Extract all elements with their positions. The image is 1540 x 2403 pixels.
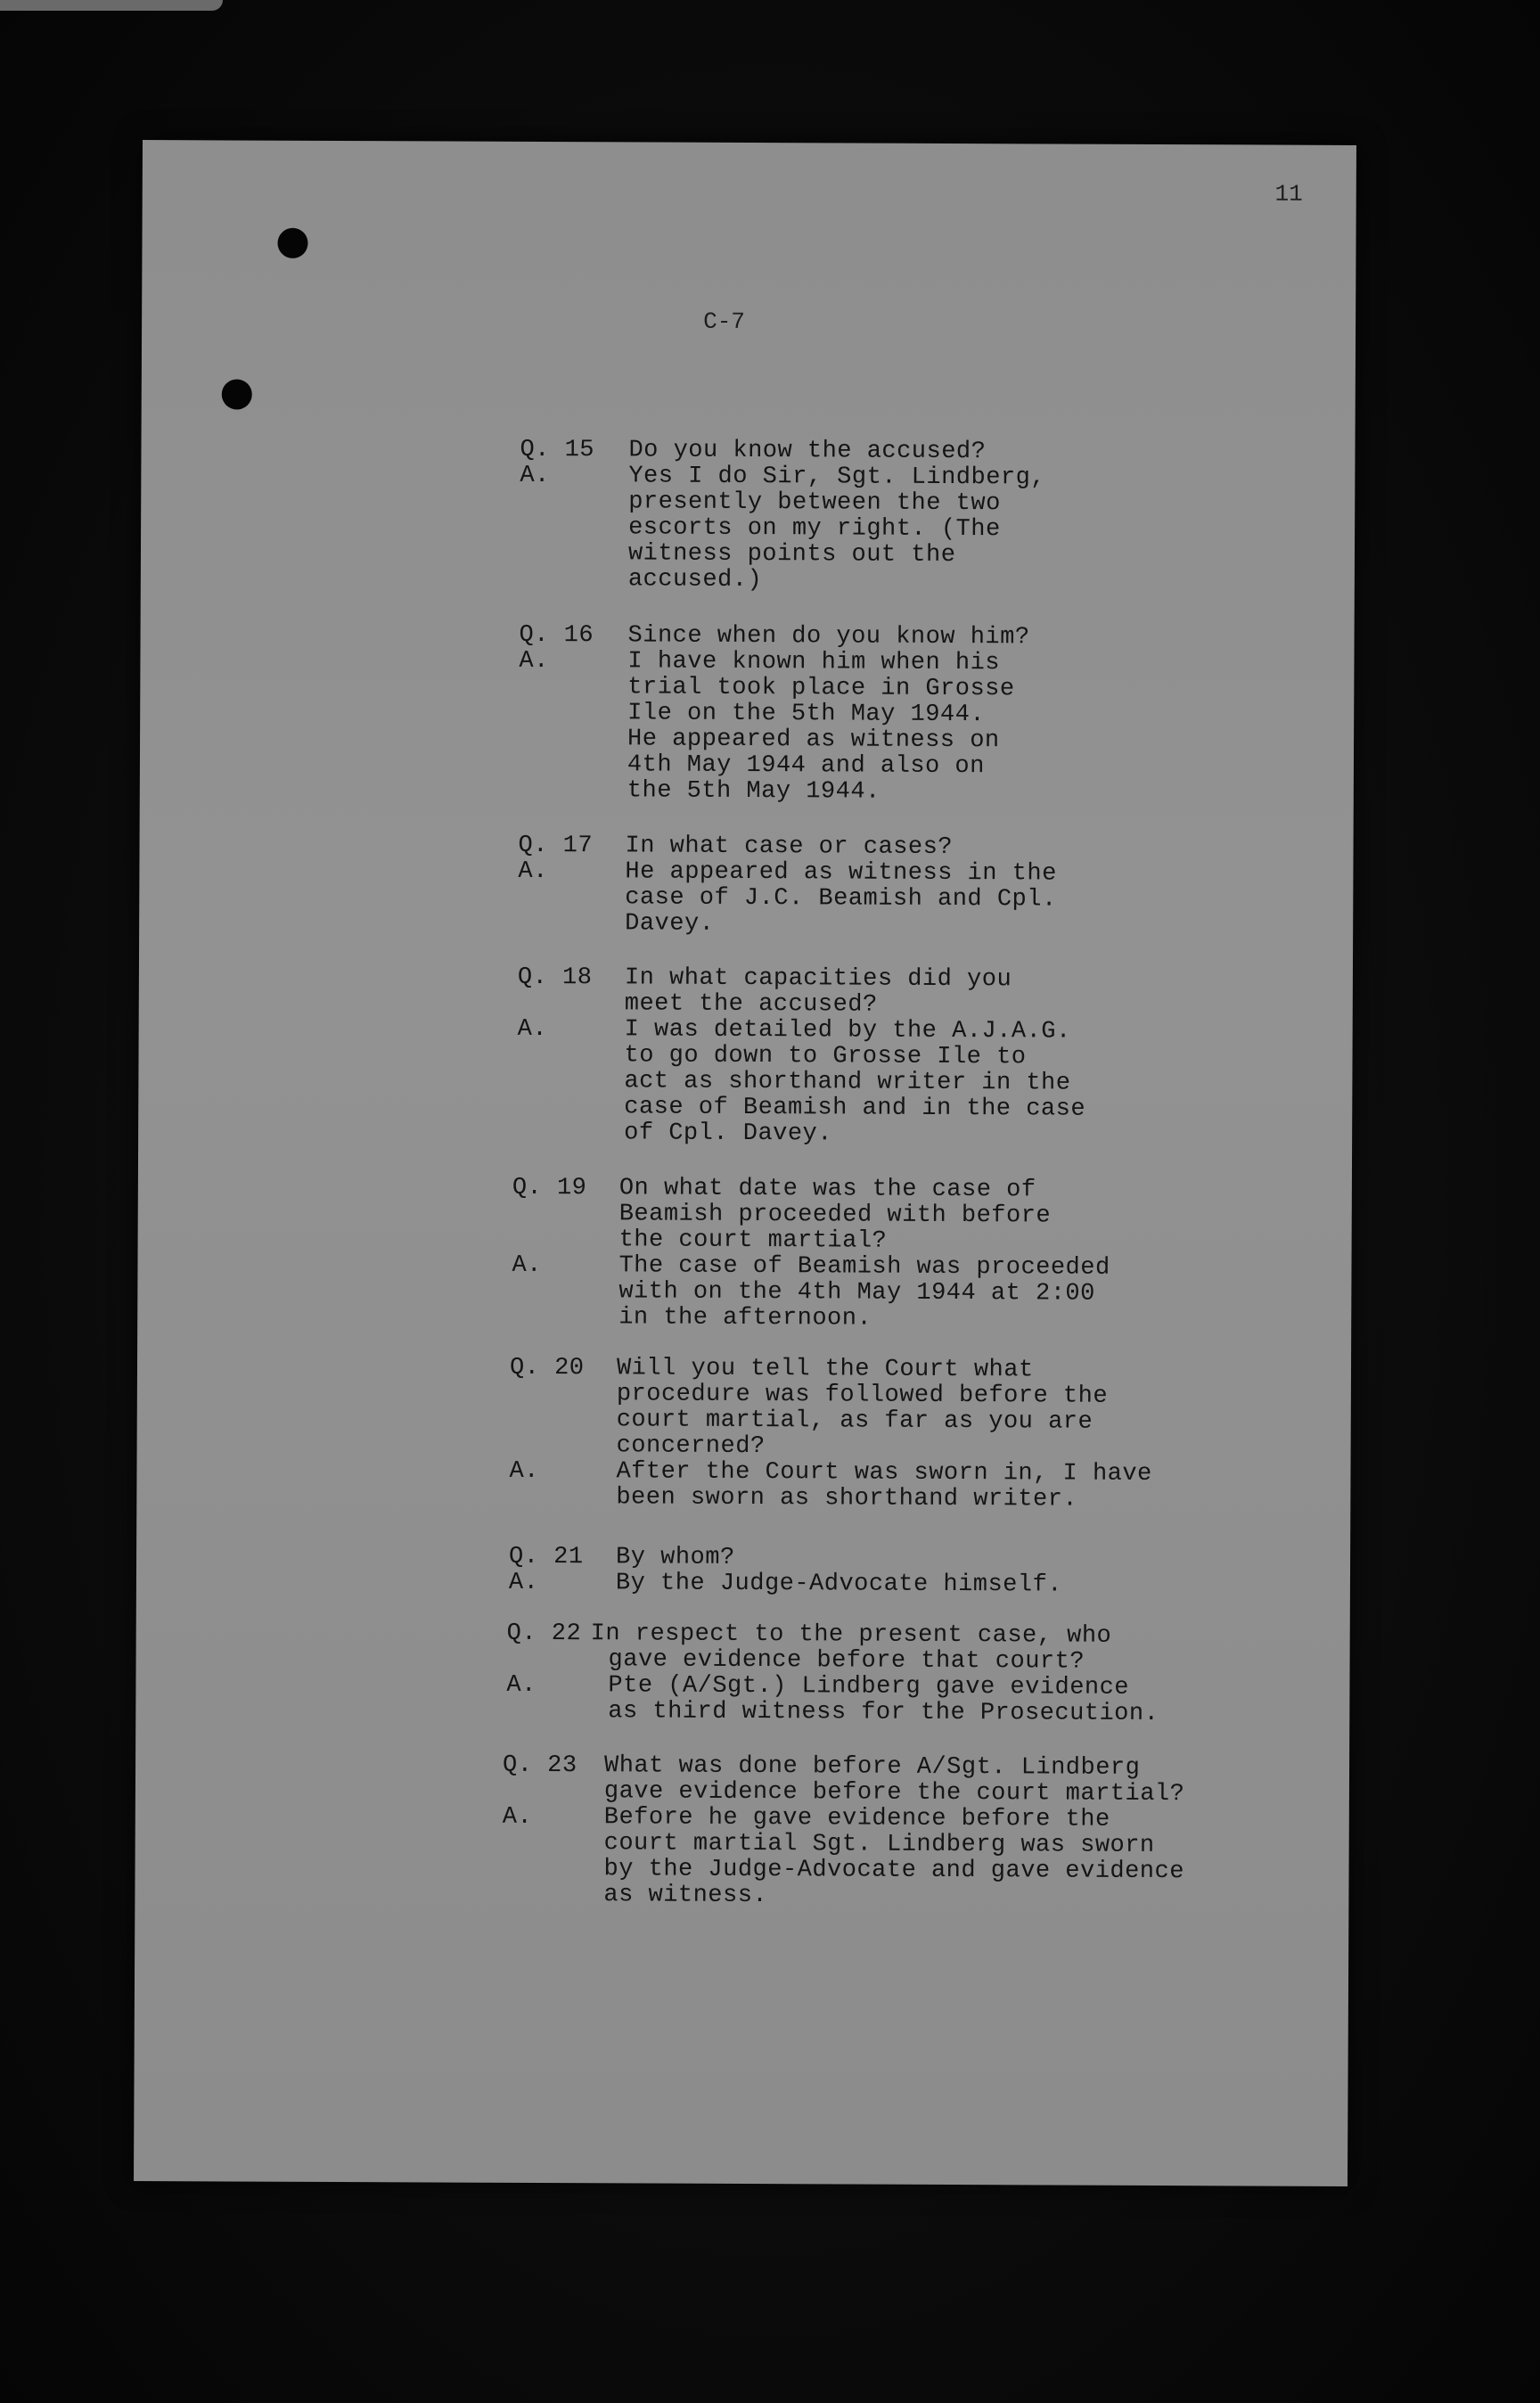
document-page (134, 140, 1356, 2186)
answer-label: A. (519, 647, 549, 676)
answer-line: I have known him when his (627, 648, 1001, 677)
question (136, 1543, 1350, 1571)
answer-line: of Cpl. Davey. (624, 1119, 833, 1148)
answer-line: I was detailed by the A.J.A.G. (624, 1016, 1071, 1046)
question-line: Do you know the accused? (628, 437, 987, 466)
question (138, 1174, 1352, 1255)
question (137, 1354, 1351, 1461)
answer-label: A. (517, 1015, 548, 1044)
answer-line: as witness. (603, 1882, 768, 1910)
qa-entry (139, 964, 1353, 1148)
answer-line: with on the 4th May 1944 at 2:00 (618, 1278, 1095, 1308)
punch-hole-bottom (222, 379, 252, 409)
question (142, 436, 1356, 466)
question-line: court martial, as far as you are (616, 1407, 1094, 1436)
answer-line: The case of Beamish was proceeded (618, 1252, 1110, 1282)
question (139, 964, 1353, 1019)
question-line: concerned? (616, 1432, 766, 1461)
question (140, 832, 1354, 862)
qa-entry (142, 436, 1356, 595)
question (136, 1620, 1350, 1676)
answer-line: to go down to Grosse Ile to (624, 1042, 1027, 1071)
question-label: Q. 17 (518, 832, 594, 860)
answer-label: A. (508, 1569, 539, 1596)
scan-corner-tab (0, 0, 223, 11)
answer-line: After the Court was sworn in, I have (616, 1458, 1152, 1488)
qa-entry (141, 621, 1355, 806)
answer-line: act as shorthand writer in the (624, 1068, 1071, 1097)
question-line: In what case or cases? (625, 832, 954, 862)
page-number: 11 (1274, 180, 1303, 208)
question-line: On what date was the case of (618, 1175, 1036, 1204)
qa-entry (136, 1620, 1350, 1728)
answer-line: case of J.C. Beamish and Cpl. (625, 884, 1057, 914)
question-line: procedure was followed before the (616, 1381, 1109, 1410)
qa-entry (135, 1751, 1349, 1910)
answer-line: Pte (A/Sgt.) Lindberg gave evidence (608, 1672, 1130, 1702)
answer-line: court martial Sgt. Lindberg was sworn (603, 1830, 1155, 1860)
answer-line: He appeared as witness in the (625, 858, 1057, 888)
answer-label: A. (512, 1251, 542, 1279)
answer-label: A. (509, 1457, 539, 1485)
question-line: gave evidence before the court martial? (603, 1778, 1185, 1808)
punch-hole-top (277, 228, 307, 258)
question-label: Q. 16 (519, 621, 594, 650)
question-line: In what capacities did you (624, 964, 1012, 994)
question-line: Since when do you know him? (627, 622, 1030, 652)
answer-line: trial took place in Grosse (627, 674, 1015, 703)
question-line: In respect to the present case, who (590, 1620, 1112, 1650)
qa-entry (137, 1354, 1351, 1513)
question-line: gave evidence before that court? (608, 1646, 1085, 1676)
answer-line: in the afternoon. (618, 1304, 872, 1333)
question-label: Q. 23 (502, 1751, 578, 1780)
answer-line: Yes I do Sir, Sgt. Lindberg, (628, 463, 1046, 492)
answer-line: witness points out the (627, 540, 956, 570)
question-line: Beamish proceeded with before (618, 1201, 1052, 1230)
question-label: Q. 18 (517, 964, 593, 992)
answer-label: A. (502, 1803, 533, 1831)
answer-line: By the Judge-Advocate himself. (615, 1570, 1063, 1599)
question-line: Will you tell the Court what (616, 1355, 1034, 1384)
answer-line: Davey. (625, 910, 715, 938)
answer-line: presently between the two (628, 488, 1001, 518)
answer-line: by the Judge-Advocate and gave evidence (603, 1856, 1185, 1886)
question-label: Q. 20 (509, 1354, 585, 1382)
section-code: C-7 (703, 308, 746, 335)
answer-line: been sworn as shorthand writer. (616, 1484, 1078, 1513)
answer-line: Before he gave evidence before the (603, 1804, 1110, 1833)
answer-label: A. (520, 462, 550, 490)
question-line: the court martial? (618, 1226, 888, 1255)
qa-entry (138, 1174, 1352, 1333)
question-label: Q. 21 (509, 1543, 584, 1571)
question (141, 621, 1355, 652)
qa-entry (136, 1543, 1350, 1599)
qa-entry (140, 832, 1354, 938)
answer-line: case of Beamish and in the case (624, 1094, 1086, 1123)
question-label: Q. 19 (512, 1174, 587, 1202)
answer-line: 4th May 1944 and also on (627, 751, 985, 781)
question-line: meet the accused? (624, 990, 878, 1019)
question (135, 1751, 1349, 1808)
answer-line: as third witness for the Prosecution. (608, 1698, 1159, 1728)
question-line: By whom? (616, 1544, 735, 1571)
answer-label: A. (506, 1671, 537, 1699)
answer-line: accused.) (627, 566, 763, 595)
answer-label: A. (518, 857, 548, 886)
question-line: What was done before A/Sgt. Lindberg (603, 1752, 1141, 1782)
question-label: Q. 15 (520, 436, 595, 464)
answer-line: escorts on my right. (The (628, 514, 1001, 544)
answer-line: He appeared as witness on (627, 726, 1000, 755)
answer-line: Ile on the 5th May 1944. (627, 700, 986, 729)
answer-line: the 5th May 1944. (627, 777, 881, 806)
question-label: Q. 22 (506, 1620, 582, 1648)
